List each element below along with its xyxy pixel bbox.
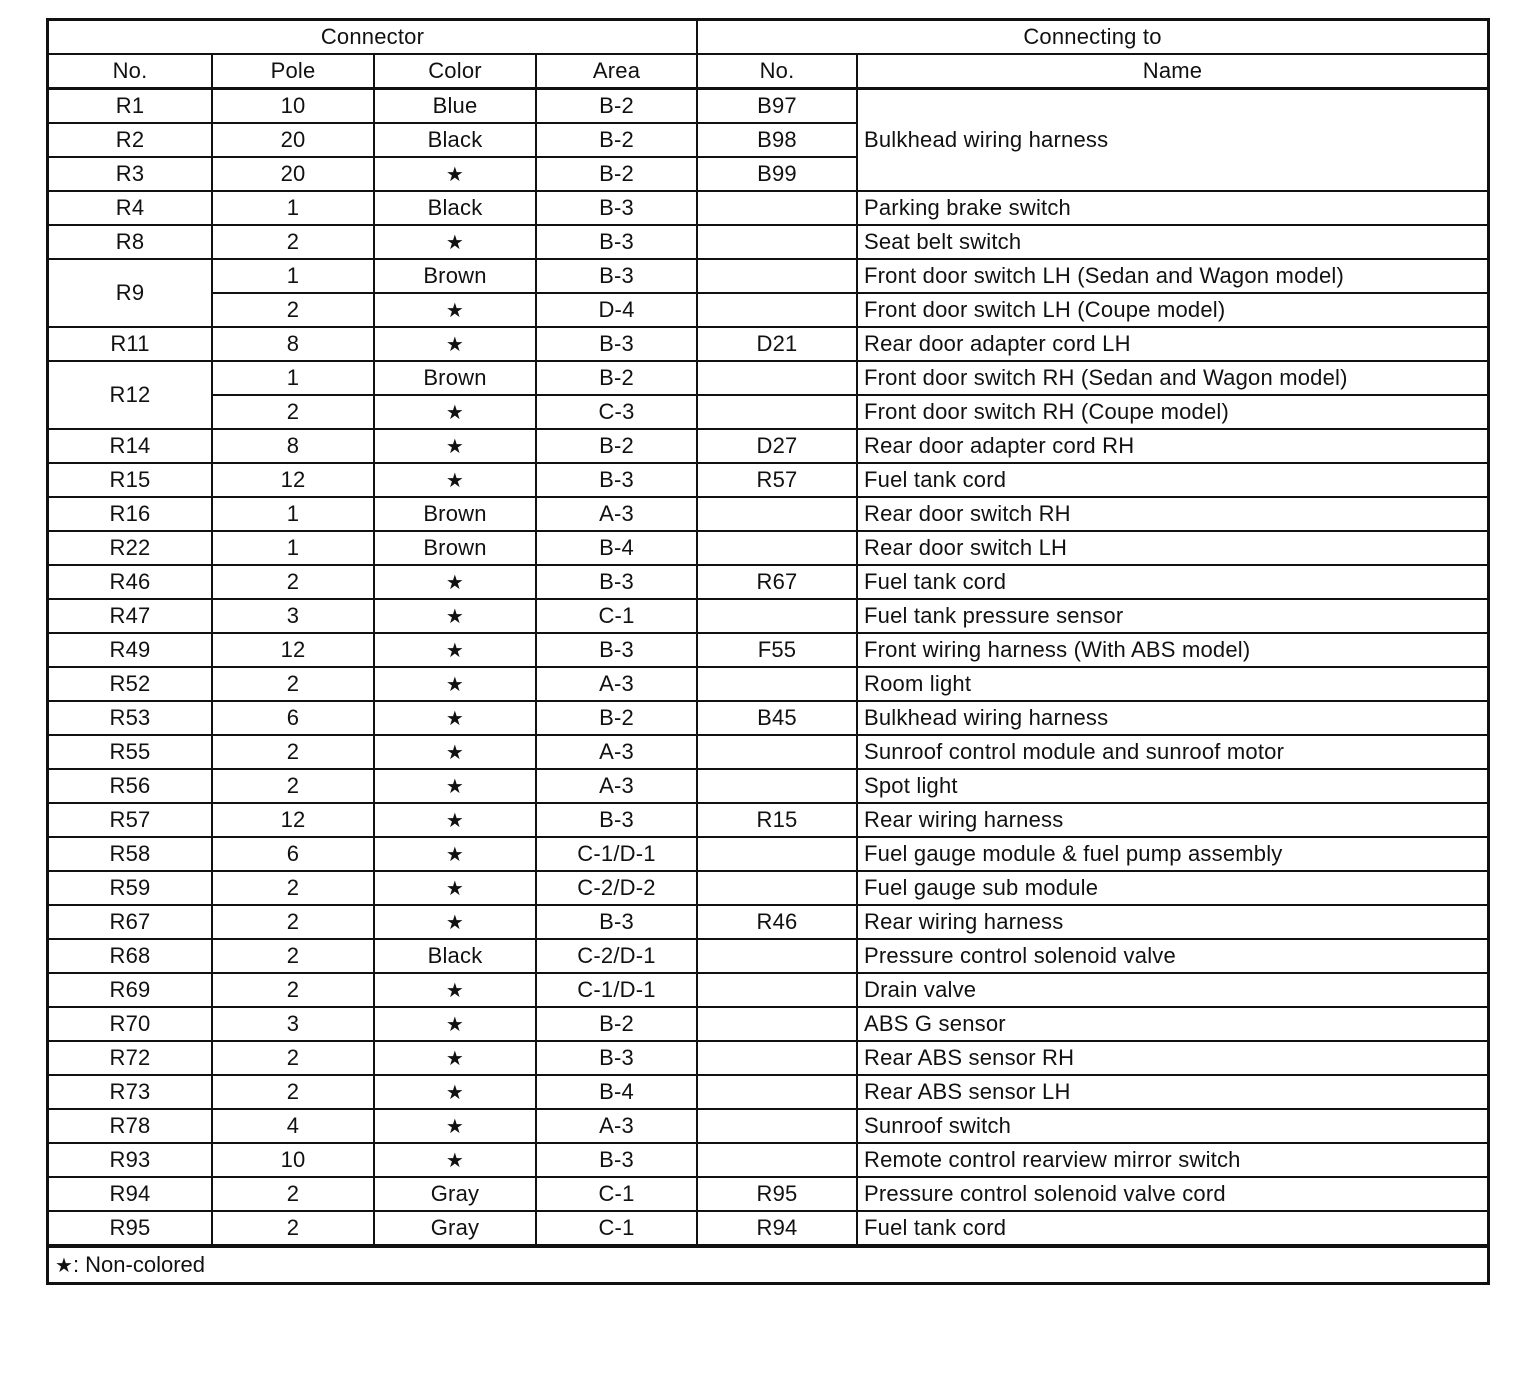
table-row (49, 769, 1487, 803)
table-row (49, 1007, 1487, 1041)
cell-connecting-no: B97 (697, 89, 857, 124)
cell-connecting-no: R94 (697, 1211, 857, 1245)
cell-area: B-3 (536, 463, 697, 497)
cell-name: Pressure control solenoid valve cord (857, 1177, 1487, 1211)
cell-pole: 10 (212, 89, 374, 124)
footnote-text: : Non-colored (72, 1252, 206, 1277)
cell-pole: 2 (212, 1041, 374, 1075)
cell-connecting-no: R46 (697, 905, 857, 939)
cell-connector-no: R53 (49, 701, 212, 735)
table-row (49, 1109, 1487, 1143)
table-row (49, 463, 1487, 497)
cell-connector-no: R57 (49, 803, 212, 837)
cell-connecting-no (697, 667, 857, 701)
cell-pole: 2 (212, 667, 374, 701)
cell-color: Gray (374, 1177, 536, 1211)
cell-pole: 2 (212, 1075, 374, 1109)
cell-name: Room light (857, 667, 1487, 701)
cell-name: Drain valve (857, 973, 1487, 1007)
cell-name: Front door switch LH (Sedan and Wagon model) (857, 259, 1487, 293)
cell-area: B-2 (536, 361, 697, 395)
cell-name: Bulkhead wiring harness (857, 89, 1487, 192)
cell-name: Rear door adapter cord RH (857, 429, 1487, 463)
table-row (49, 565, 1487, 599)
cell-connecting-no: F55 (697, 633, 857, 667)
connector-table-document (46, 18, 1490, 1285)
cell-connector-no: R49 (49, 633, 212, 667)
table-row (49, 225, 1487, 259)
cell-area: B-2 (536, 157, 697, 191)
cell-connector-no: R55 (49, 735, 212, 769)
cell-connecting-no (697, 395, 857, 429)
cell-area: C-1/D-1 (536, 837, 697, 871)
table-row (49, 531, 1487, 565)
table-row (49, 259, 1487, 293)
cell-connecting-no: D27 (697, 429, 857, 463)
cell-connecting-no (697, 735, 857, 769)
cell-pole: 12 (212, 803, 374, 837)
cell-area: B-2 (536, 701, 697, 735)
header-pole: Pole (212, 54, 374, 89)
cell-connector-no: R8 (49, 225, 212, 259)
cell-pole: 1 (212, 191, 374, 225)
cell-area: D-4 (536, 293, 697, 327)
cell-name: Seat belt switch (857, 225, 1487, 259)
cell-color: Gray (374, 1211, 536, 1245)
cell-area: B-2 (536, 1007, 697, 1041)
header-color: Color (374, 54, 536, 89)
cell-pole: 6 (212, 701, 374, 735)
table-body (49, 89, 1487, 1246)
cell-area: C-2/D-2 (536, 871, 697, 905)
cell-connecting-no: B45 (697, 701, 857, 735)
cell-name: Pressure control solenoid valve (857, 939, 1487, 973)
cell-color: ★ (374, 599, 536, 633)
table-row (49, 1075, 1487, 1109)
cell-pole: 2 (212, 769, 374, 803)
cell-area: B-3 (536, 1143, 697, 1177)
header-connecting-no: No. (697, 54, 857, 89)
cell-name: Rear wiring harness (857, 905, 1487, 939)
table-row (49, 497, 1487, 531)
cell-color: ★ (374, 973, 536, 1007)
table-row (49, 973, 1487, 1007)
cell-connector-no: R95 (49, 1211, 212, 1245)
cell-color: Black (374, 123, 536, 157)
cell-connecting-no (697, 1041, 857, 1075)
cell-pole: 2 (212, 293, 374, 327)
table-row (49, 89, 1487, 124)
cell-connector-no: R73 (49, 1075, 212, 1109)
cell-area: B-3 (536, 1041, 697, 1075)
cell-name: Rear ABS sensor RH (857, 1041, 1487, 1075)
cell-color: ★ (374, 871, 536, 905)
cell-pole: 2 (212, 1211, 374, 1245)
cell-pole: 2 (212, 905, 374, 939)
cell-name: Sunroof control module and sunroof motor (857, 735, 1487, 769)
cell-name: Bulkhead wiring harness (857, 701, 1487, 735)
cell-connector-no: R3 (49, 157, 212, 191)
cell-area: B-4 (536, 1075, 697, 1109)
cell-area: C-2/D-1 (536, 939, 697, 973)
table-row (49, 701, 1487, 735)
cell-area: C-1/D-1 (536, 973, 697, 1007)
cell-connecting-no (697, 769, 857, 803)
table-row (49, 1177, 1487, 1211)
cell-connector-no: R93 (49, 1143, 212, 1177)
cell-color: ★ (374, 905, 536, 939)
cell-pole: 4 (212, 1109, 374, 1143)
table-row (49, 939, 1487, 973)
cell-connecting-no (697, 191, 857, 225)
cell-color: ★ (374, 701, 536, 735)
column-header-row (49, 54, 1487, 89)
table-row (49, 191, 1487, 225)
cell-color: ★ (374, 395, 536, 429)
cell-color: Brown (374, 259, 536, 293)
cell-name: Fuel tank cord (857, 565, 1487, 599)
cell-area: B-2 (536, 123, 697, 157)
cell-color: Brown (374, 531, 536, 565)
table-row (49, 599, 1487, 633)
cell-connecting-no (697, 361, 857, 395)
cell-area: C-3 (536, 395, 697, 429)
table-row (49, 871, 1487, 905)
cell-pole: 2 (212, 395, 374, 429)
cell-connector-no: R59 (49, 871, 212, 905)
table-row (49, 293, 1487, 327)
cell-pole: 8 (212, 429, 374, 463)
cell-pole: 2 (212, 973, 374, 1007)
cell-color: ★ (374, 157, 536, 191)
cell-connecting-no (697, 837, 857, 871)
table-row (49, 1211, 1487, 1245)
cell-connector-no: R16 (49, 497, 212, 531)
cell-pole: 2 (212, 225, 374, 259)
header-no: No. (49, 54, 212, 89)
cell-pole: 1 (212, 497, 374, 531)
cell-name: Front wiring harness (With ABS model) (857, 633, 1487, 667)
cell-color: ★ (374, 225, 536, 259)
group-header-row (49, 21, 1487, 54)
table-row (49, 1143, 1487, 1177)
cell-connector-no: R94 (49, 1177, 212, 1211)
cell-area: B-2 (536, 89, 697, 124)
cell-color: ★ (374, 735, 536, 769)
table-row (49, 395, 1487, 429)
cell-name: Parking brake switch (857, 191, 1487, 225)
cell-pole: 3 (212, 1007, 374, 1041)
cell-pole: 20 (212, 157, 374, 191)
cell-name: Rear door adapter cord LH (857, 327, 1487, 361)
cell-name: Rear ABS sensor LH (857, 1075, 1487, 1109)
cell-area: C-1 (536, 1177, 697, 1211)
cell-area: B-3 (536, 905, 697, 939)
cell-connecting-no: B99 (697, 157, 857, 191)
cell-pole: 2 (212, 565, 374, 599)
cell-connector-no: R14 (49, 429, 212, 463)
cell-area: B-3 (536, 225, 697, 259)
cell-color: ★ (374, 293, 536, 327)
cell-pole: 2 (212, 939, 374, 973)
cell-pole: 1 (212, 361, 374, 395)
cell-connecting-no (697, 225, 857, 259)
cell-name: Front door switch RH (Coupe model) (857, 395, 1487, 429)
cell-connecting-no: R57 (697, 463, 857, 497)
cell-name: Sunroof switch (857, 1109, 1487, 1143)
cell-area: B-3 (536, 259, 697, 293)
cell-area: B-3 (536, 327, 697, 361)
header-name: Name (857, 54, 1487, 89)
cell-connector-no: R15 (49, 463, 212, 497)
table-row (49, 429, 1487, 463)
cell-color: Brown (374, 361, 536, 395)
cell-color: ★ (374, 633, 536, 667)
cell-area: B-3 (536, 633, 697, 667)
cell-pole: 1 (212, 259, 374, 293)
cell-area: A-3 (536, 667, 697, 701)
cell-connecting-no (697, 1075, 857, 1109)
cell-connecting-no (697, 1109, 857, 1143)
cell-connector-no: R52 (49, 667, 212, 701)
cell-color: Black (374, 191, 536, 225)
cell-pole: 1 (212, 531, 374, 565)
cell-name: Spot light (857, 769, 1487, 803)
cell-connecting-no (697, 293, 857, 327)
cell-connector-no: R4 (49, 191, 212, 225)
cell-pole: 10 (212, 1143, 374, 1177)
cell-connecting-no: D21 (697, 327, 857, 361)
cell-area: A-3 (536, 735, 697, 769)
cell-connector-no: R72 (49, 1041, 212, 1075)
cell-connector-no: R2 (49, 123, 212, 157)
cell-pole: 3 (212, 599, 374, 633)
cell-connecting-no (697, 973, 857, 1007)
cell-name: Rear door switch RH (857, 497, 1487, 531)
cell-color: ★ (374, 1075, 536, 1109)
cell-connector-no: R9 (49, 259, 212, 327)
cell-area: C-1 (536, 599, 697, 633)
group-header-connector: Connector (49, 21, 697, 54)
header-area: Area (536, 54, 697, 89)
table-row (49, 905, 1487, 939)
cell-connector-no: R1 (49, 89, 212, 124)
table-row (49, 327, 1487, 361)
cell-color: ★ (374, 429, 536, 463)
cell-pole: 2 (212, 735, 374, 769)
cell-name: Front door switch LH (Coupe model) (857, 293, 1487, 327)
cell-color: ★ (374, 1109, 536, 1143)
cell-color: ★ (374, 667, 536, 701)
table-row (49, 803, 1487, 837)
cell-color: Blue (374, 89, 536, 124)
cell-connector-no: R12 (49, 361, 212, 429)
cell-connector-no: R22 (49, 531, 212, 565)
cell-name: Fuel gauge module & fuel pump assembly (857, 837, 1487, 871)
cell-name: Front door switch RH (Sedan and Wagon model) (857, 361, 1487, 395)
cell-connecting-no: R67 (697, 565, 857, 599)
cell-name: Rear door switch LH (857, 531, 1487, 565)
cell-connector-no: R11 (49, 327, 212, 361)
cell-area: A-3 (536, 769, 697, 803)
group-header-connecting-to: Connecting to (697, 21, 1487, 54)
cell-color: ★ (374, 1041, 536, 1075)
cell-connector-no: R69 (49, 973, 212, 1007)
cell-connecting-no (697, 259, 857, 293)
cell-color: ★ (374, 803, 536, 837)
cell-connecting-no (697, 1007, 857, 1041)
table-row (49, 361, 1487, 395)
cell-name: ABS G sensor (857, 1007, 1487, 1041)
cell-area: B-2 (536, 429, 697, 463)
cell-name: Fuel tank cord (857, 463, 1487, 497)
cell-connecting-no (697, 871, 857, 905)
cell-color: ★ (374, 565, 536, 599)
cell-connecting-no: R15 (697, 803, 857, 837)
cell-connecting-no (697, 1143, 857, 1177)
table-row (49, 1041, 1487, 1075)
cell-connector-no: R67 (49, 905, 212, 939)
cell-connecting-no (697, 531, 857, 565)
cell-pole: 12 (212, 633, 374, 667)
cell-area: A-3 (536, 497, 697, 531)
cell-area: B-4 (536, 531, 697, 565)
cell-area: B-3 (536, 803, 697, 837)
cell-name: Fuel tank cord (857, 1211, 1487, 1245)
table-row (49, 667, 1487, 701)
cell-name: Fuel gauge sub module (857, 871, 1487, 905)
cell-area: A-3 (536, 1109, 697, 1143)
cell-color: ★ (374, 769, 536, 803)
cell-name: Rear wiring harness (857, 803, 1487, 837)
star-icon: ★ (55, 1253, 73, 1277)
cell-connector-no: R78 (49, 1109, 212, 1143)
cell-connector-no: R46 (49, 565, 212, 599)
cell-name: Remote control rearview mirror switch (857, 1143, 1487, 1177)
cell-color: ★ (374, 463, 536, 497)
cell-pole: 2 (212, 871, 374, 905)
table-row (49, 735, 1487, 769)
cell-color: ★ (374, 1007, 536, 1041)
cell-area: B-3 (536, 191, 697, 225)
cell-connector-no: R68 (49, 939, 212, 973)
cell-color: ★ (374, 327, 536, 361)
cell-pole: 8 (212, 327, 374, 361)
cell-connecting-no (697, 497, 857, 531)
cell-connector-no: R70 (49, 1007, 212, 1041)
cell-connector-no: R47 (49, 599, 212, 633)
cell-connector-no: R58 (49, 837, 212, 871)
table-row (49, 633, 1487, 667)
cell-connecting-no (697, 599, 857, 633)
cell-pole: 2 (212, 1177, 374, 1211)
cell-connecting-no: B98 (697, 123, 857, 157)
cell-color: ★ (374, 837, 536, 871)
cell-pole: 20 (212, 123, 374, 157)
cell-pole: 12 (212, 463, 374, 497)
footnote (49, 1246, 1487, 1282)
cell-color: Brown (374, 497, 536, 531)
cell-area: C-1 (536, 1211, 697, 1245)
cell-name: Fuel tank pressure sensor (857, 599, 1487, 633)
cell-pole: 6 (212, 837, 374, 871)
cell-area: B-3 (536, 565, 697, 599)
cell-connecting-no: R95 (697, 1177, 857, 1211)
table-row (49, 837, 1487, 871)
cell-connector-no: R56 (49, 769, 212, 803)
connector-table (49, 21, 1487, 1246)
cell-connecting-no (697, 939, 857, 973)
cell-color: ★ (374, 1143, 536, 1177)
cell-color: Black (374, 939, 536, 973)
